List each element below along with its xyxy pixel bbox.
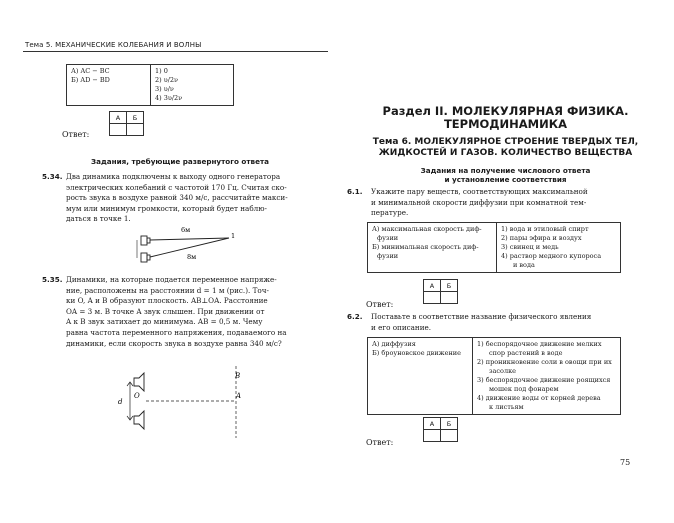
problem-line: динамики, если скорость звука в воздухе равна 340 м/c? (66, 338, 282, 348)
speaker-bottom-icon (141, 253, 147, 262)
answer-cell-a[interactable] (424, 430, 441, 442)
label-a: A (236, 392, 242, 400)
answer-header-b: Б (127, 112, 144, 124)
problem-line: Два динамика подключены к выходу одного генератора (66, 172, 281, 181)
matching-table-right: 1) вода и этиловый спирт 2) пары эфира и воздух 3) свинец и медь 4) раствор медного купороса и вода (497, 223, 621, 273)
table-item: 2) υ/2ν (155, 76, 178, 84)
answer-header-a: А (424, 418, 441, 430)
table-item: Б) AD − BD (71, 76, 110, 84)
answer-label: Ответ: (366, 438, 394, 447)
problem-line: OA = 3 м. В точке A звук слышен. При движении от (66, 306, 265, 316)
answer-grid-6-1 (423, 279, 458, 304)
topic-title: Тема 6. МОЛЕКУЛЯРНОЕ СТРОЕНИЕ ТВЕРДЫХ ТЕЛ, ЖИДКОСТЕЙ И ГАЗОВ. КОЛИЧЕСТВО ВЕЩЕСТВА (372, 137, 639, 158)
matching-table (66, 64, 234, 106)
header-rule (23, 51, 328, 52)
speakers-figure (135, 226, 245, 268)
problem-line: электрических колебаний с частотой 170 Гц. Считая ско- (66, 182, 287, 192)
page-number: 75 (620, 458, 631, 467)
problem-5-34 (42, 172, 316, 225)
answer-cell-a[interactable] (110, 124, 127, 136)
table-item: 4) 3υ/2ν (155, 94, 183, 102)
problem-line: даться в точке 1. (66, 214, 131, 224)
problem-line: Поставьте в соответствие название физического явления (371, 312, 592, 321)
matching-table-right: 1) беспорядочное движение мелких спор растений в воде 2) проникновение соли в овощи при их засолке 3) беспорядочное движение роящихся мошек под фонарем 4) движение воды от корней дерева к листьям (473, 338, 621, 415)
matching-table-right (151, 65, 234, 106)
table-item: А) AC − BC (71, 67, 110, 75)
problem-line: Динамики, на которые подается переменное напряже- (66, 275, 277, 284)
answer-header-a: А (424, 280, 441, 292)
matching-table-left: А) максимальная скорость диф- фузии Б) минимальная скорость диф- фузии (368, 223, 497, 273)
problem-line: мум или минимум громкости, который будет наблю- (66, 203, 267, 213)
answer-label: Ответ: (62, 130, 90, 139)
running-header: Тема 5. МЕХАНИЧЕСКИЕ КОЛЕБАНИЯ И ВОЛНЫ (25, 41, 202, 49)
answer-cell-b[interactable] (441, 292, 458, 304)
problem-5-35 (42, 275, 316, 349)
label-d: d (118, 398, 123, 406)
problem-line: Укажите пару веществ, соответствующих максимальной (371, 187, 588, 196)
point-1-label: 1 (231, 232, 236, 240)
problem-line: и его описание. (371, 322, 432, 332)
matching-table-left: А) диффузия Б) броуновское движение (368, 338, 473, 415)
speaker-top-icon (134, 373, 144, 391)
speaker-top-icon (141, 236, 147, 245)
matching-table-6-2 (367, 337, 621, 415)
label-b: B (235, 372, 241, 380)
problem-line: ние, расположены на расстоянии d = 1 м (рис.). Точ- (66, 285, 269, 295)
geometry-figure (110, 358, 250, 438)
answer-label: Ответ: (366, 300, 394, 309)
problem-line: равна частота переменного напряжения, подаваемого на (66, 327, 287, 337)
answer-cell-b[interactable] (441, 430, 458, 442)
table-item: 1) 0 (155, 67, 168, 75)
answer-cell-b[interactable] (127, 124, 144, 136)
table-item: 3) υ/ν (155, 85, 174, 93)
subheading: Задания на получение числового ответа и установление соответствия (420, 166, 591, 184)
problem-6-1 (347, 187, 623, 219)
distance-label-8m: 8м (187, 253, 197, 261)
problem-number: 5.34. (42, 172, 63, 181)
problem-line: пературе. (371, 208, 409, 218)
problem-number: 6.2. (347, 312, 363, 321)
matching-table-6-1 (367, 222, 621, 273)
problem-line: и минимальной скорости диффузии при комнатной тем- (371, 197, 587, 207)
problem-number: 5.35. (42, 275, 63, 284)
answer-grid-6-2 (423, 417, 458, 442)
problem-line: рость звука в воздухе равной 340 м/с, рассчитайте макси- (66, 193, 288, 203)
answer-cell-a[interactable] (424, 292, 441, 304)
answer-header-b: Б (441, 418, 458, 430)
right-page (337, 0, 674, 523)
matching-table-left (67, 65, 151, 106)
problem-line: ки O, A и B образуют плоскость. AB⊥OA. Расстояние (66, 296, 268, 306)
subheading: Задания, требующие развернутого ответа (91, 157, 269, 166)
problem-number: 6.1. (347, 187, 363, 196)
section-title: Раздел II. МОЛЕКУЛЯРНАЯ ФИЗИКА. ТЕРМОДИНАМИКА (382, 104, 629, 131)
answer-header-b: Б (441, 280, 458, 292)
answer-grid (109, 111, 144, 136)
distance-label-6m: 6м (181, 226, 191, 234)
label-o: O (134, 392, 140, 400)
problem-line: A к B звук затихает до минимума. AB = 0,5 м. Чему (66, 317, 263, 327)
problem-6-2 (347, 312, 623, 333)
answer-header-a: А (110, 112, 127, 124)
speaker-bottom-icon (134, 411, 144, 429)
